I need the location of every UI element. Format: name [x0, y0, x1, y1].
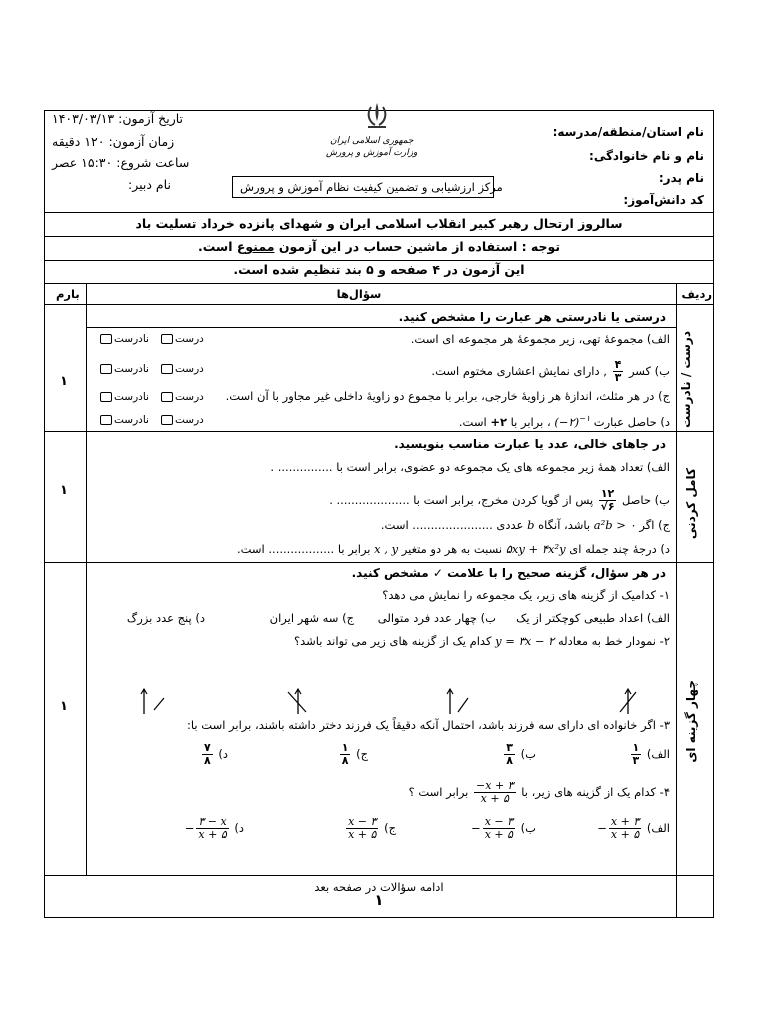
graph-option-1-icon[interactable]: [130, 686, 170, 716]
exam-duration: [52, 135, 174, 149]
exam-date-label: تاریخ آزمون:: [118, 111, 184, 126]
score-column-divider: [86, 283, 87, 875]
frac-den: ۳: [632, 754, 640, 767]
s1-item-d-post: است.: [458, 414, 487, 429]
frac-num: ۱: [632, 741, 640, 754]
father-label: نام پدر:: [658, 171, 704, 185]
option-fraction: [202, 742, 213, 767]
s1-fraction: [613, 359, 624, 384]
s3-q2-post: کدام یک از گزینه های زیر می تواند باشد؟: [294, 634, 492, 648]
divider: [44, 236, 714, 237]
option-label: د): [218, 747, 228, 761]
s1-c-options: [98, 390, 204, 404]
graph-option-2-icon[interactable]: [280, 686, 320, 716]
option-sign: −: [184, 821, 195, 835]
option-label: الف): [646, 821, 670, 835]
s2-c-mid: باشد، آنگاه: [538, 518, 591, 532]
s3-q4-option-c[interactable]: [344, 816, 396, 841]
option-label: الف): [646, 747, 670, 761]
true-checkbox[interactable]: [161, 392, 173, 402]
iran-emblem-icon: [362, 101, 392, 133]
option-sign: −: [471, 821, 481, 835]
frac-den: ۸: [341, 754, 349, 767]
true-checkbox[interactable]: [161, 334, 173, 344]
s3-q1-option-d: د) پنج عدد بزرگ: [126, 611, 205, 625]
s1-item-b-post: , دارای نمایش اعشاری مختوم است.: [431, 364, 607, 378]
notice-line2-pre: توجه : استفاده از ماشین حساب در این آزمون: [278, 239, 561, 254]
option-label: ج): [356, 747, 368, 761]
row-column-divider: [676, 283, 677, 918]
s2-b-post: پس از گویا کردن مخرج، برابر است با .................... .: [329, 493, 594, 507]
s2-frac-num: ۱۲: [600, 487, 615, 500]
s2-d-vars: x , y: [374, 542, 399, 556]
frac-den: x + ۵: [484, 828, 514, 841]
s1-expr-base: (−۲): [554, 414, 580, 429]
false-checkbox[interactable]: [100, 392, 112, 402]
true-label: درست: [175, 414, 204, 426]
s3-q2-pre: ۲- نمودار خط به معادله: [557, 634, 670, 648]
s3-q1: ۱- کدامیک از گزینه های زیر، یک مجموعه را نمایش می دهد؟: [382, 588, 670, 602]
notice-line2-post: است.: [197, 239, 233, 254]
section1-score: ۱: [60, 374, 68, 389]
center-name: مرکز ارزشیابی و تضمین کیفیت نظام آموزش و پرورش: [240, 180, 503, 194]
s2-d-post: برابر با .................. است.: [236, 542, 371, 556]
false-checkbox[interactable]: [100, 334, 112, 344]
frac-den: ۸: [204, 754, 211, 767]
column-score-header: بارم: [56, 287, 80, 301]
s2-item-b: [329, 488, 670, 513]
section2-instruction: در جاهای خالی، عدد یا عبارت مناسب بنویسید.: [394, 437, 666, 451]
option-fraction: [504, 742, 515, 767]
s2-d-pre: د) درجهٔ چند جمله ای: [569, 542, 670, 556]
section3-instruction: در هر سؤال، گزینه صحیح را با علامت ✓ مشخص کنید.: [351, 566, 666, 580]
true-label: درست: [175, 391, 204, 403]
s3-q4-option-d[interactable]: [185, 816, 244, 841]
option-label: د): [234, 821, 244, 835]
s2-c-pre: ج) اگر: [639, 518, 670, 532]
s3-q1-option-b: ب) چهار عدد فرد متوالی: [377, 611, 496, 625]
frac-den: x + ۵: [610, 828, 640, 841]
s1-a-options: [98, 332, 204, 346]
false-label: نادرست: [114, 414, 149, 426]
section3-side-label: چهار گزینه ای: [684, 680, 698, 763]
page-number: ۱: [374, 891, 384, 909]
frac-num: ۳: [506, 741, 514, 754]
logo-line1: جمهوری اسلامی ایران: [330, 136, 414, 146]
province-label: نام استان/منطقه/مدرسه:: [552, 125, 704, 139]
s3-q4-post: برابر است ؟: [408, 785, 469, 799]
divider: [44, 212, 714, 213]
true-label: درست: [175, 333, 204, 345]
frac-den: ۸: [506, 754, 514, 767]
s2-item-c: [381, 518, 670, 532]
logo-line2: وزارت آموزش و پرورش: [326, 148, 418, 158]
false-label: نادرست: [114, 333, 149, 345]
s3-q3: ۳- اگر خانواده ای دارای سه فرزند باشد، احتمال آنکه دقیقاً یک فرزند دختر داشته باشند، برابر است با:: [187, 718, 670, 732]
divider: [44, 260, 714, 261]
frac-num: ۳ − x: [198, 815, 227, 828]
frac-den: x + ۵: [480, 792, 509, 805]
exam-start-time: [52, 156, 189, 170]
s1-item-d: [459, 412, 670, 429]
option-fraction: [346, 816, 378, 841]
s2-c-post: عددی ...................... است.: [380, 518, 524, 532]
frac-den: x + ۵: [198, 828, 227, 841]
s1-frac-den: ۳: [614, 371, 622, 384]
option-label: ب): [520, 747, 536, 761]
column-row-header: ردیف: [681, 287, 712, 301]
s3-q3-option-b[interactable]: [502, 742, 536, 767]
option-fraction: [340, 742, 351, 767]
notice-line2: [44, 240, 714, 254]
s2-c-expr: a²b > ۰: [593, 518, 636, 532]
option-label: ب): [520, 821, 536, 835]
s3-q1-option-a: الف) اعداد طبیعی کوچکتر از یک: [516, 611, 670, 625]
notice-line3: این آزمون در ۴ صفحه و ۵ بند تنظیم شده است.: [233, 262, 525, 277]
s1-item-a: الف) مجموعهٔ تهی، زیر مجموعهٔ هر مجموعه ای است.: [410, 332, 670, 346]
s2-c-var: b: [527, 518, 535, 532]
option-label: ج): [384, 821, 396, 835]
false-checkbox[interactable]: [100, 415, 112, 425]
section1-side-label: درست / نادرست: [679, 331, 693, 428]
frac-num: −x + ۳: [476, 779, 514, 792]
option-fraction: [609, 816, 641, 841]
true-checkbox[interactable]: [161, 415, 173, 425]
divider: [86, 327, 676, 328]
s2-fraction: [599, 488, 616, 513]
false-label: نادرست: [114, 363, 149, 375]
frac-num: x − ۳: [348, 815, 377, 828]
duration-label: زمان آزمون:: [108, 134, 175, 149]
s3-q2: [294, 634, 670, 648]
frac-den: x + ۵: [348, 828, 377, 841]
exam-date: [52, 112, 183, 126]
notice-line2-underlined: ممنوع: [236, 239, 275, 254]
graph-option-3-icon[interactable]: [436, 686, 476, 716]
s1-d-options: [98, 413, 204, 427]
s3-q4-option-b[interactable]: [471, 816, 536, 841]
teacher-label: نام دبیر:: [128, 177, 171, 192]
s2-d-expr: ۵xy + ۴x²y: [505, 542, 566, 556]
duration-value: ۱۲۰ دقیقه: [52, 134, 105, 149]
s3-q3-option-d[interactable]: [200, 742, 228, 767]
s3-q3-option-c[interactable]: [338, 742, 368, 767]
s1-frac-num: ۴: [614, 358, 622, 371]
true-label: درست: [175, 363, 204, 375]
graph-option-4-icon[interactable]: [610, 686, 650, 716]
student-code-label: کد دانش‌آموز:: [623, 193, 704, 207]
section2-score: ۱: [60, 483, 68, 498]
s2-d-mid: نسبت به هر دو متغیر: [401, 542, 503, 556]
s3-q4-option-a[interactable]: [597, 816, 670, 841]
notice-line1: سالروز ارتحال رهبر کبیر انقلاب اسلامی ایران و شهدای پانزده خرداد تسلیت باد: [135, 216, 623, 231]
s1-result: ۲+: [490, 414, 507, 429]
s1-b-options: [98, 362, 204, 376]
s1-item-c: ج) در هر مثلث، اندازهٔ هر زاویهٔ خارجی، برابر با مجموع دو زاویهٔ داخلی غیر مجاور با آن است.: [225, 389, 670, 403]
continue-note: ادامه سؤالات در صفحه بعد: [314, 880, 444, 894]
section1-instruction: درستی یا نادرستی هر عبارت را مشخص کنید.: [398, 310, 666, 324]
option-sign: −: [597, 821, 607, 835]
divider: [44, 304, 714, 305]
s3-q1-option-c: ج) سه شهر ایران: [269, 611, 354, 625]
frac-num: x − ۳: [484, 815, 514, 828]
column-questions-header: سؤال‌ها: [336, 287, 382, 301]
frac-num: x + ۳: [610, 815, 640, 828]
option-fraction: [196, 816, 228, 841]
s3-q3-option-a[interactable]: [629, 742, 670, 767]
s3-q4-fraction: [474, 780, 516, 805]
s1-item-b: [431, 359, 670, 384]
s2-item-a: الف) تعداد همهٔ زیر مجموعه های یک مجموعه دو عضوی، برابر است با ............... .: [270, 460, 670, 474]
false-checkbox[interactable]: [100, 364, 112, 374]
section3-score: ۱: [60, 699, 68, 714]
name-label: نام و نام خانوادگی:: [589, 149, 704, 163]
section-divider: [44, 562, 714, 563]
false-label: نادرست: [114, 391, 149, 403]
s2-item-d: [237, 542, 670, 556]
s3-q2-equation: y = ۳x − ۲: [495, 634, 555, 648]
option-fraction: [483, 816, 515, 841]
s1-item-d-mid: ، برابر با: [510, 414, 551, 429]
exam-date-value: ۱۴۰۳/۰۳/۱۳: [52, 111, 115, 126]
divider: [44, 283, 714, 284]
s1-expression: [554, 415, 590, 429]
s3-q4: [409, 780, 670, 805]
start-time-value: ۱۵:۳۰ عصر: [52, 155, 113, 170]
section-divider: [44, 431, 714, 432]
s2-frac-den: √۶: [600, 500, 615, 513]
s3-q4-pre: ۴- کدام یک از گزینه های زیر، با: [521, 785, 670, 799]
s2-b-pre: ب) حاصل: [621, 493, 670, 507]
section2-side-label: کامل کردنی: [684, 468, 698, 540]
s1-item-d-pre: د) حاصل عبارت: [593, 414, 670, 429]
frac-num: ۱: [341, 741, 349, 754]
frac-num: ۷: [204, 741, 211, 754]
start-label: ساعت شروع:: [116, 155, 190, 170]
s1-item-b-pre: ب) کسر: [628, 364, 670, 378]
true-checkbox[interactable]: [161, 364, 173, 374]
section-divider: [44, 875, 714, 876]
option-fraction: [631, 742, 642, 767]
s1-expr-power: −۱: [579, 414, 591, 423]
